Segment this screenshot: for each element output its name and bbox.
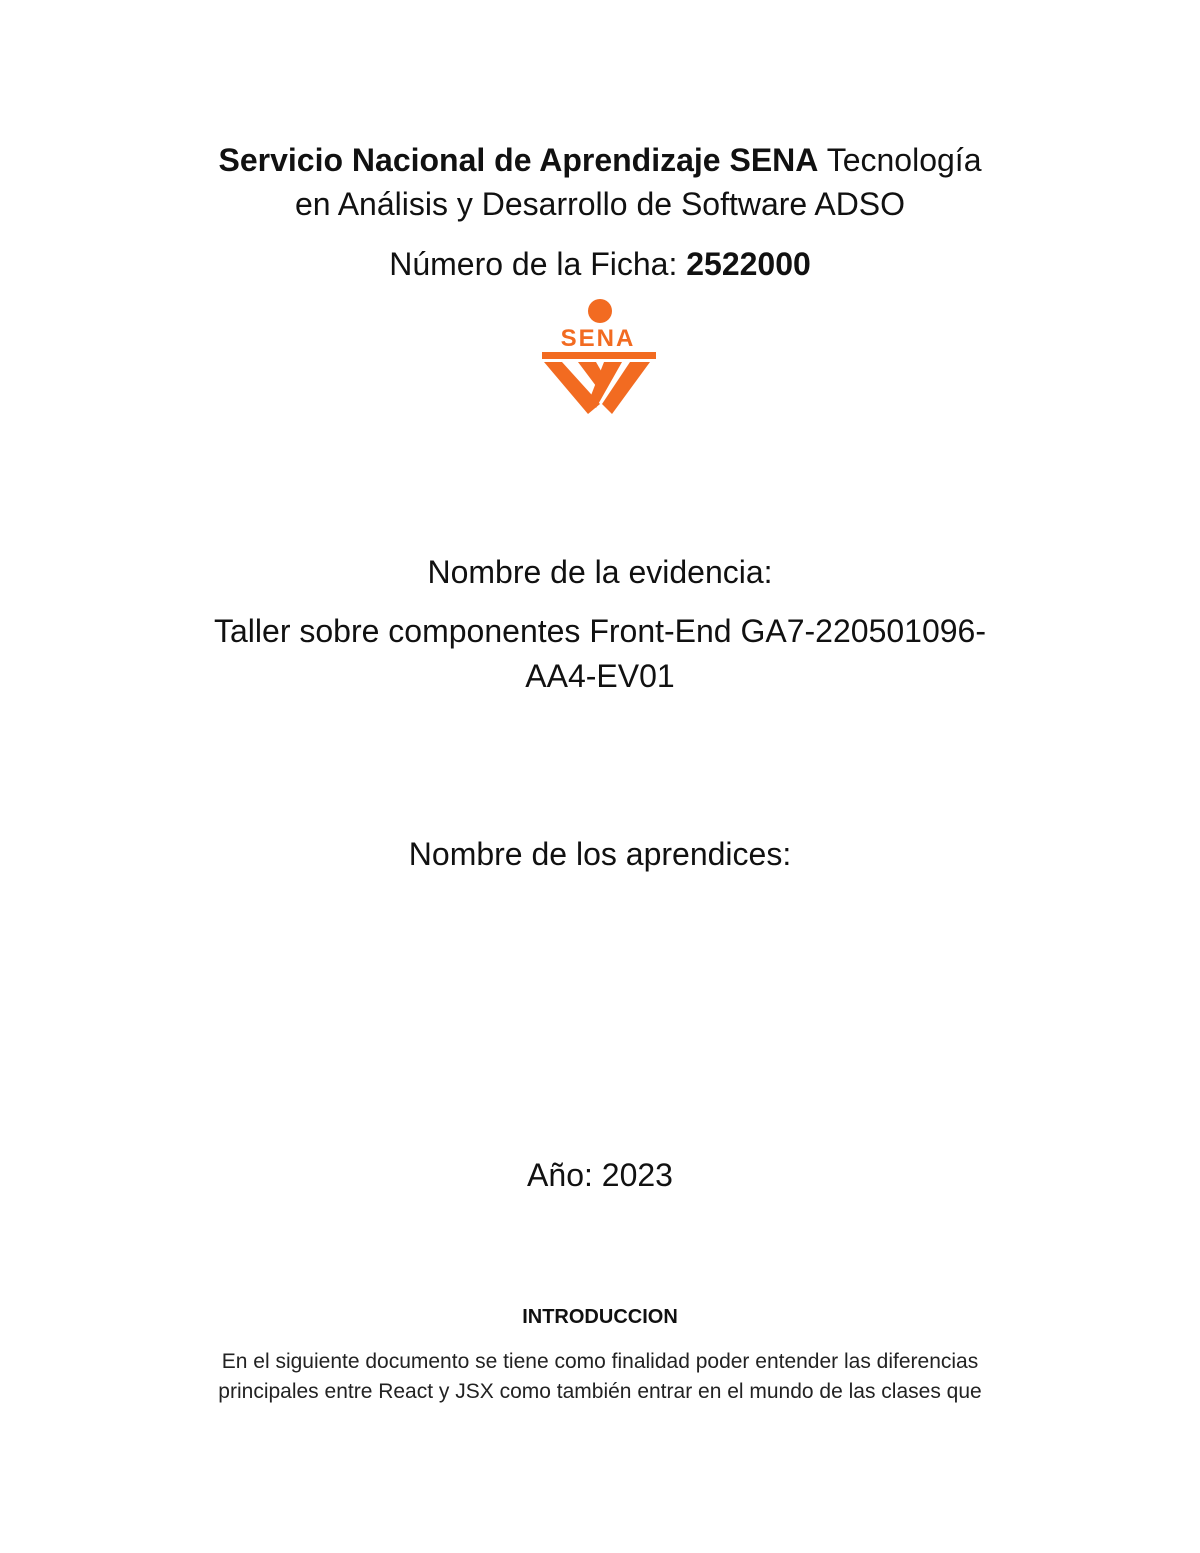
introduction-line-1: En el siguiente documento se tiene como finalidad poder entender las diferencias	[221, 1350, 979, 1373]
evidence-label: Nombre de la evidencia:	[427, 554, 773, 590]
ficha-line	[0, 244, 1200, 284]
institution-name: Servicio Nacional de Aprendizaje SENA	[218, 142, 819, 178]
evidence-title-line-1: Taller sobre componentes Front-End GA7-220501096-	[214, 613, 986, 649]
evidence-title-line-2: AA4-EV01	[525, 658, 675, 694]
program-line: en Análisis y Desarrollo de Software ADSO	[294, 186, 906, 222]
sena-logo-icon	[538, 296, 660, 416]
apprentices-label: Nombre de los aprendices:	[408, 836, 792, 872]
introduction-heading: INTRODUCCION	[522, 1306, 678, 1328]
introduction-line-2: principales entre React y JSX como también entrar en el mundo de las clases que	[218, 1380, 982, 1403]
sena-logo-text: SENA	[560, 325, 636, 352]
ficha-number: 2522000	[686, 246, 811, 282]
program-start: Tecnología	[818, 142, 982, 178]
ficha-label: Número de la Ficha:	[389, 246, 687, 282]
institution-line-1	[0, 140, 1200, 180]
year-label: Año: 2023	[527, 1157, 673, 1193]
